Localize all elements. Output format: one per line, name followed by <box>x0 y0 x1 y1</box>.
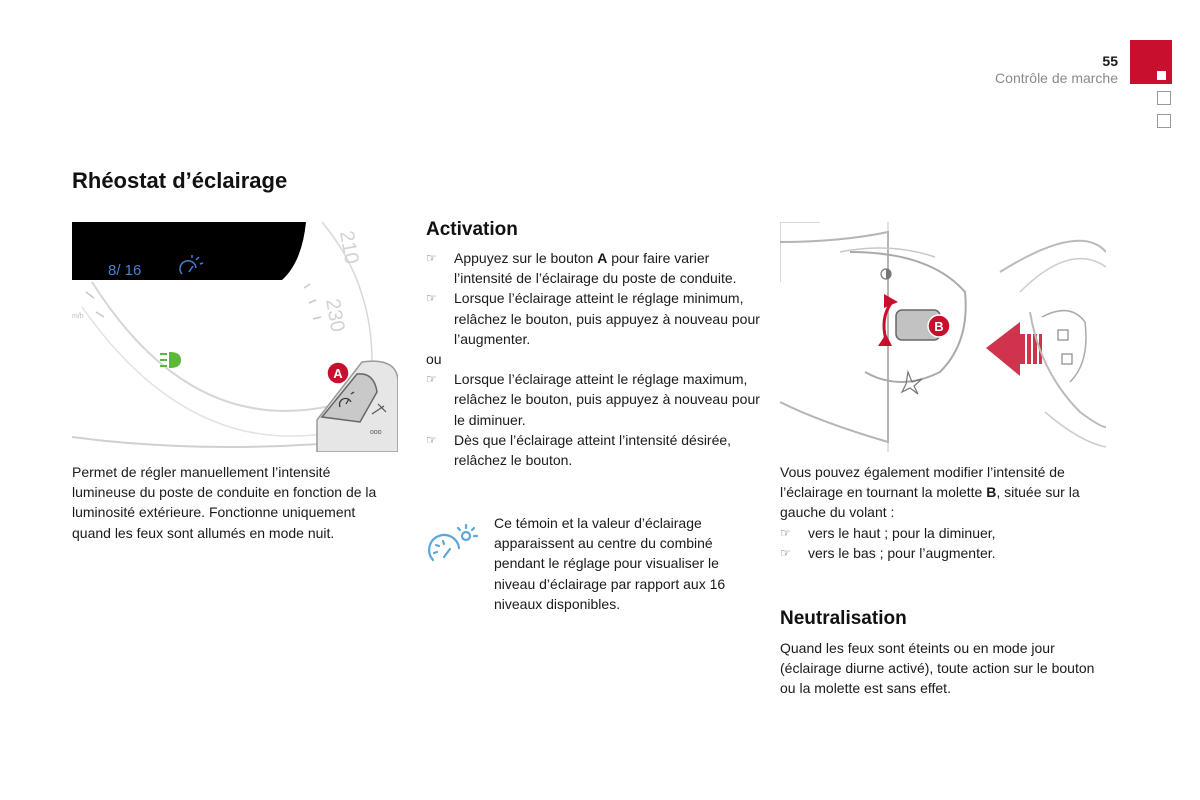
or-text: ou <box>426 351 442 368</box>
thumbwheel-description: Vous pouvez également modifier l’intensité de l’éclairage en tournant la molette B, située sur la gauche du volant : <box>780 464 1080 521</box>
section-name: Contrôle de marche <box>995 70 1118 86</box>
activation-list <box>426 248 761 470</box>
svg-text:ooo: ooo <box>370 429 382 436</box>
page-number: 55 <box>1102 53 1118 69</box>
cluster-illustration <box>72 222 398 452</box>
neutralisation-text: Quand les feux sont éteints ou en mode jour (éclairage diurne activé), toute action sur le bouton ou la molette est sans effet. <box>780 640 1095 697</box>
thumbwheel-step: ☞ vers le haut ; pour la diminuer, <box>780 523 1110 543</box>
hand-pointer-icon: ☞ <box>426 291 437 306</box>
display-level-text: 8/ 16 <box>108 262 142 279</box>
activation-step: ☞ Lorsque l’éclairage atteint le réglage maximum, relâchez le bouton, puis appuyez à nouveau pour le diminuer. <box>426 371 760 428</box>
hand-pointer-icon: ☞ <box>426 372 437 387</box>
button-b-label: B <box>934 319 944 334</box>
hand-pointer-icon: ☞ <box>426 432 437 447</box>
page-title: Rhéostat d’éclairage <box>72 168 288 193</box>
activation-heading: Activation <box>426 219 518 240</box>
button-a-label: A <box>333 366 343 381</box>
hand-pointer-icon: ☞ <box>426 251 437 265</box>
chapter-tab-active <box>1130 40 1172 84</box>
neutralisation-heading: Neutralisation <box>780 608 907 629</box>
chapter-tab <box>1157 91 1171 105</box>
speed-scale-label: 230 <box>321 297 349 334</box>
thumbwheel-step: ☞ vers le bas ; pour l’augmenter. <box>780 543 1110 563</box>
activation-step: ☞ Dès que l’éclairage atteint l’intensité désirée, relâchez le bouton. <box>426 431 732 469</box>
dimmer-warning-icon <box>426 520 488 572</box>
activation-step: ☞ Appuyez sur le bouton A pour faire varier l’intensité de l’éclairage du poste de conduite. <box>426 250 737 287</box>
steering-wheel-illustration <box>780 222 1106 452</box>
hand-pointer-icon: ☞ <box>780 526 791 540</box>
svg-text:m/h: m/h <box>72 313 84 320</box>
note-text: Ce témoin et la valeur d’éclairage apparaissent au centre du combiné pendant le réglage pour visualiser le niveau d’éclairage par rapport aux 16 niveaux disponibles. <box>494 515 726 612</box>
speed-scale-label: 210 <box>335 229 363 266</box>
description-text: Permet de régler manuellement l’intensité lumineuse du poste de conduite en fonction de la luminosité extérieure. Fonctionne uniquement quand les feux sont allumés en mode nuit. <box>72 464 377 541</box>
thumbwheel-list <box>780 523 1110 563</box>
chapter-tab <box>1157 114 1171 128</box>
activation-step: ☞ Lorsque l’éclairage atteint le réglage minimum, relâchez le bouton, puis appuyez à nouveau pour l’augmenter. <box>426 290 760 347</box>
hand-pointer-icon: ☞ <box>780 546 791 561</box>
dimmer-button-illustration <box>317 361 398 452</box>
